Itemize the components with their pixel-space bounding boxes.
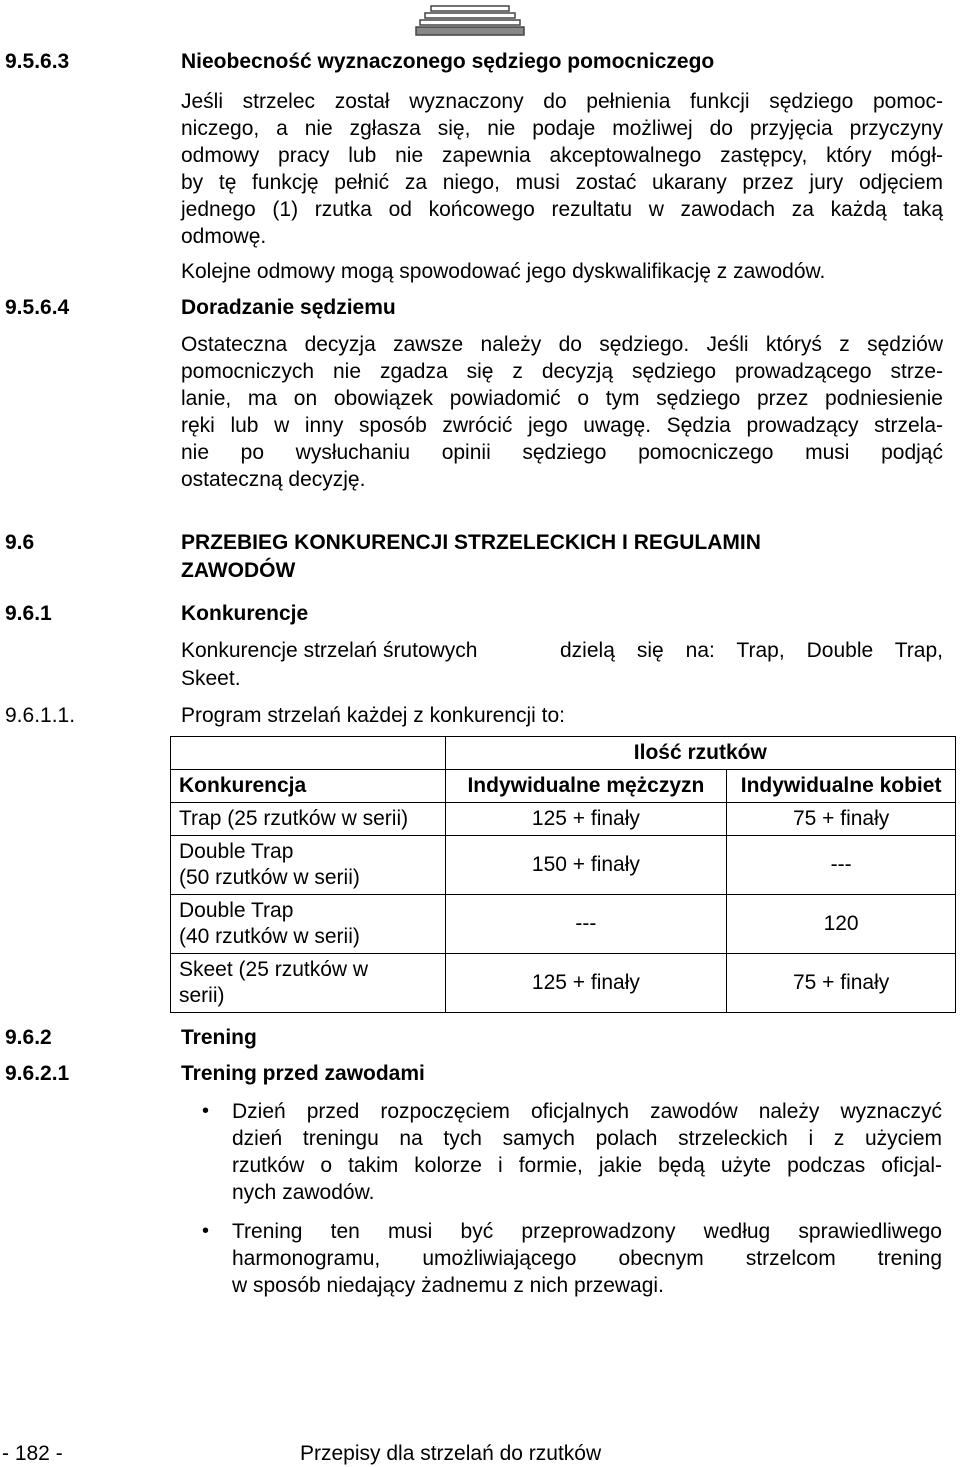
text-line: Trening ten musi być przeprowadzony według sprawiedliwego [232, 1220, 942, 1243]
text-line: pomocniczych nie zgadza się z decyzją sędziego prowadzącego strze- [181, 360, 943, 383]
bullet-icon: • [202, 1220, 210, 1242]
bullet-item [232, 1098, 942, 1206]
cell-text: Double Trap [179, 899, 294, 922]
cell-text: Trap (25 rzutków w serii) [179, 807, 409, 830]
table-header-row [171, 770, 956, 803]
page-number: - 182 - [2, 1442, 63, 1465]
text-line: Ostateczna decyzja zawsze należy do sędziego. Jeśli któryś z sędziów [181, 333, 943, 356]
chapter-heading-line: PRZEBIEG KONKURENCJI STRZELECKICH I REGULAMIN [181, 531, 761, 554]
text-line: by tę funkcję pełnić za niego, musi zostać ukarany przez jury odjęciem [181, 171, 943, 194]
section-number: 9.5.6.4 [5, 296, 70, 319]
cell-text: serii) [179, 984, 225, 1007]
footer-title: Przepisy dla strzelań do rzutków [300, 1442, 602, 1465]
text-line: ręki lub w inny sposób zwrócić jego uwagę. Sędzia prowadzący strzela- [181, 414, 943, 437]
table-cell [171, 836, 446, 895]
stacked-trays-logo-icon [415, 2, 525, 38]
section-number: 9.6.2 [5, 1026, 52, 1049]
chapter-number: 9.6 [5, 531, 35, 554]
text-line: dzielą się na: Trap, Double Trap, [560, 639, 943, 662]
section-number: 9.6.2.1 [5, 1062, 70, 1085]
table-cell: --- [727, 836, 956, 895]
section-heading: Konkurencje [181, 602, 309, 625]
text-line: nych zawodów. [232, 1181, 375, 1204]
section-heading: Trening przed zawodami [181, 1062, 425, 1085]
text-line: odmowy pracy lub nie zapewnia akceptowalnego zastępcy, który mógł- [181, 144, 943, 167]
table-cell [171, 954, 446, 1013]
text-line: niczego, a nie zgłasza się, nie podaje możliwej do przyjęcia przyczyny [181, 117, 943, 140]
table-cell [171, 803, 446, 836]
text-line: jednego (1) rzutka od końcowego rezultatu w zawodach za każdą taką [181, 198, 943, 221]
paragraph-disqualification: Kolejne odmowy mogą spowodować jego dyskwalifikację z zawodów. [181, 260, 826, 283]
section-heading: Trening [181, 1026, 257, 1049]
competition-program-table [170, 736, 956, 1013]
section-number: 9.6.1 [5, 602, 52, 625]
text-line: Konkurencje strzelań śrutowych [181, 639, 478, 662]
table-header: Indywidualne kobiet [727, 770, 956, 803]
table-row [171, 954, 956, 1013]
table-header: Konkurencja [171, 770, 446, 803]
table-cell: 120 [727, 895, 956, 954]
table-cell [171, 895, 446, 954]
section-heading: Doradzanie sędziemu [181, 296, 396, 319]
text-line: harmonogramu, umożliwiającego obecnym strzelcom trening [232, 1247, 942, 1270]
table-cell: 75 + finały [727, 954, 956, 1013]
table-group-header: Ilość rzutków [445, 737, 955, 770]
cell-text: Skeet (25 rzutków w [179, 958, 369, 981]
bullet-item [232, 1218, 942, 1299]
table-row [171, 803, 956, 836]
bullet-icon: • [202, 1100, 210, 1122]
text-line: w sposób niedający żadnemu z nich przewagi. [232, 1274, 664, 1297]
text-line: nie po wysłuchaniu opinii sędziego pomocniczego musi podjąć [181, 441, 943, 464]
paragraph-advice [181, 331, 943, 493]
table-cell: 125 + finały [445, 954, 727, 1013]
cell-text: (40 rzutków w serii) [179, 925, 360, 948]
cell-text: Double Trap [179, 840, 294, 863]
section-number: 9.6.1.1. [5, 704, 76, 727]
table-group-header-row [171, 737, 956, 770]
table-row [171, 895, 956, 954]
cell-text: (50 rzutków w serii) [179, 866, 360, 889]
text-line: odmowę. [181, 225, 267, 248]
chapter-heading [181, 529, 761, 585]
table-header: Indywidualne mężczyzn [445, 770, 727, 803]
section-number: 9.5.6.3 [5, 50, 70, 73]
table-empty-cell [171, 737, 446, 770]
text-line: rzutków o takim kolorze i formie, jakie będą użyte podczas oficjal- [232, 1154, 942, 1177]
text-line: Jeśli strzelec został wyznaczony do pełnienia funkcji sędziego pomoc- [181, 90, 943, 113]
text-line: Dzień przed rozpoczęciem oficjalnych zawodów należy wyznaczyć [232, 1100, 942, 1123]
table-cell: 150 + finały [445, 836, 727, 895]
text-line: dzień treningu na tych samych polach strzeleckich i z użyciem [232, 1127, 942, 1150]
table-cell: 125 + finały [445, 803, 727, 836]
table-cell: --- [445, 895, 727, 954]
text-line: ostateczną decyzję. [181, 468, 366, 491]
table-cell: 75 + finały [727, 803, 956, 836]
section-heading: Nieobecność wyznaczonego sędziego pomocniczego [181, 50, 715, 73]
text-line: lanie, ma on obowiązek powiadomić o tym sędziego przez podniesienie [181, 387, 943, 410]
paragraph-absence [181, 88, 943, 250]
section-intro: Program strzelań każdej z konkurencji to: [181, 704, 565, 727]
table-row [171, 836, 956, 895]
chapter-heading-line: ZAWODÓW [181, 559, 296, 582]
text-line: Skeet. [181, 667, 241, 690]
